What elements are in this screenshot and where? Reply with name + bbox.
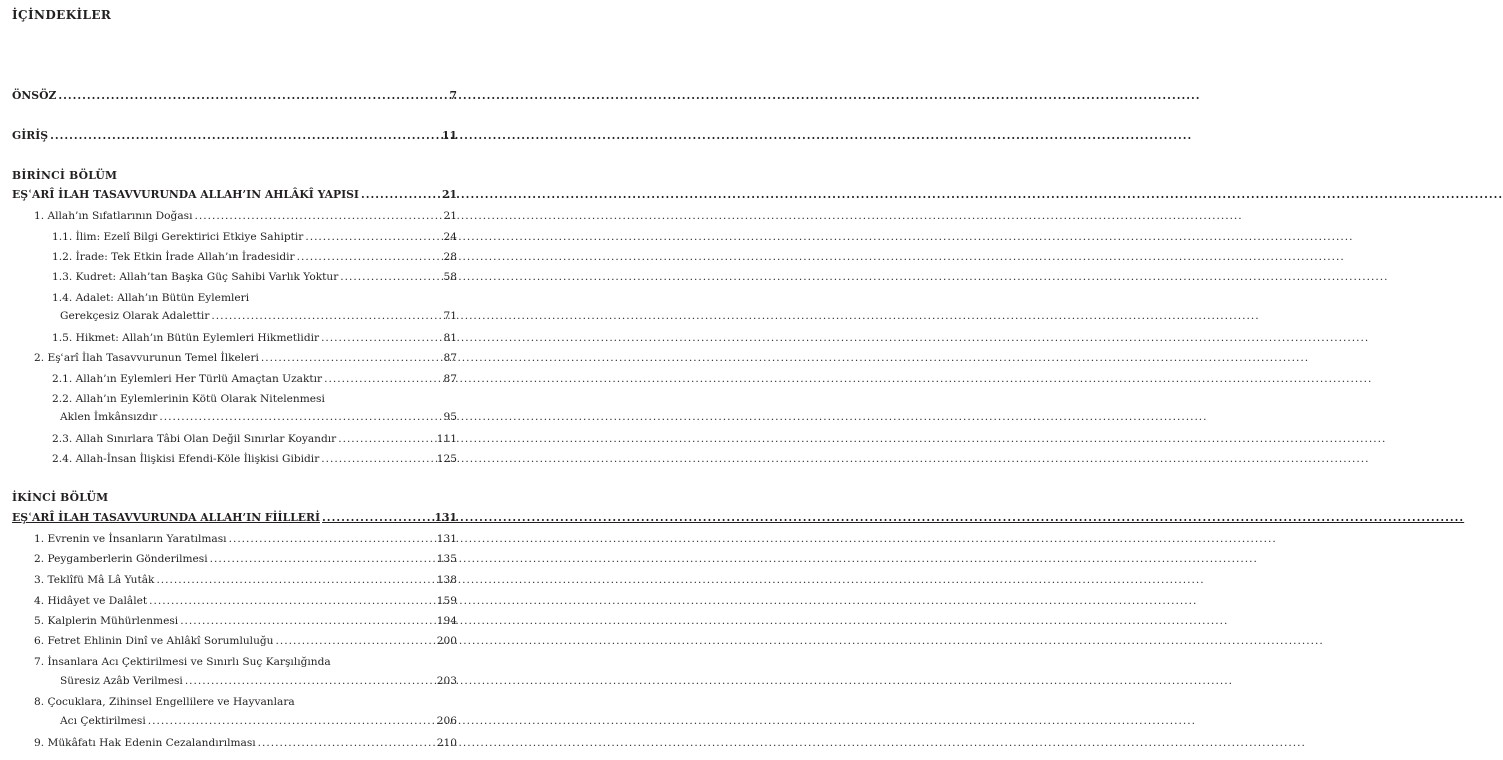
dot-leader	[297, 249, 442, 265]
toc-entry[interactable]	[34, 633, 457, 649]
entry-label: 2.4. Allah-İnsan İlişkisi Efendi-Köle İlişkisi Gibidir	[52, 453, 320, 465]
entry-label: 1. Allah’ın Sıfatlarının Doğası	[34, 210, 193, 222]
page-title: İÇİNDEKİLER	[12, 8, 112, 22]
part-heading[interactable]	[12, 187, 457, 203]
page-number: 210	[436, 737, 457, 749]
toc-entry-continuation[interactable]	[60, 308, 457, 324]
dot-leader	[321, 451, 435, 467]
dot-leader	[322, 510, 432, 526]
toc-entry-first-line[interactable]: 7. İnsanlara Acı Çektirilmesi ve Sınırlı Suç Karşılığında	[34, 656, 331, 668]
page-number: 58	[443, 271, 457, 283]
entry-label: 1. Evrenin ve İnsanların Yaratılması	[34, 533, 227, 545]
dot-leader	[321, 330, 441, 346]
dot-leader	[229, 531, 435, 547]
page-number: 131	[434, 511, 457, 524]
toc-entry[interactable]	[52, 249, 457, 265]
dot-leader	[338, 431, 435, 447]
page-number: 81	[443, 332, 457, 344]
dot-leader	[258, 735, 435, 751]
toc-entry[interactable]	[34, 613, 457, 629]
dot-leader	[261, 350, 442, 366]
dot-leader	[210, 551, 435, 567]
toc-entry-continuation[interactable]	[60, 673, 457, 689]
entry-label: 4. Hidâyet ve Dalâlet	[34, 595, 148, 607]
page-number: 111	[436, 433, 457, 445]
dot-leader	[361, 187, 440, 203]
entry-label: 2. Peygamberlerin Gönderilmesi	[34, 553, 208, 565]
page-number: 125	[436, 453, 457, 465]
toc-entry[interactable]	[34, 593, 457, 609]
part-label: İKİNCİ BÖLÜM	[12, 491, 109, 504]
toc-entry[interactable]	[52, 330, 457, 346]
page-number: 131	[436, 533, 457, 545]
page-number: 11	[441, 129, 457, 142]
toc-entry-onsoz[interactable]	[12, 88, 457, 104]
dot-leader	[159, 409, 441, 425]
entry-label: 6. Fetret Ehlinin Dinî ve Ahlâkî Sorumluluğu	[34, 635, 274, 647]
dot-leader	[180, 613, 435, 629]
page-number: 200	[436, 635, 457, 647]
dot-leader	[211, 308, 441, 324]
entry-label: ÖNSÖZ	[12, 89, 57, 102]
toc-entry-continuation[interactable]	[60, 713, 457, 729]
page-number: 24	[443, 231, 457, 243]
toc-entry[interactable]	[34, 735, 457, 751]
page-number: 194	[436, 615, 457, 627]
page-number: 21	[443, 210, 457, 222]
toc-entry-giris[interactable]	[12, 128, 457, 144]
dot-leader	[50, 128, 440, 144]
toc-entry-continuation[interactable]	[60, 409, 457, 425]
toc-entry[interactable]	[34, 531, 457, 547]
toc-entry[interactable]	[52, 451, 457, 467]
dot-leader	[156, 572, 434, 588]
entry-label: 2. Eşʿarî İlah Tasavvurunun Temel İlkeleri	[34, 352, 259, 364]
dot-leader	[340, 269, 441, 285]
entry-label: 9. Mükâfatı Hak Edenin Cezalandırılması	[34, 737, 256, 749]
page-number: 7	[449, 89, 457, 102]
dot-leader	[194, 208, 441, 224]
dot-leader	[305, 229, 441, 245]
toc-entry[interactable]	[34, 551, 457, 567]
entry-label: 1.5. Hikmet: Allah’ın Bütün Eylemleri Hikmetlidir	[52, 332, 320, 344]
entry-label: 2.1. Allah’ın Eylemleri Her Türlü Amaçtan Uzaktır	[52, 373, 323, 385]
toc-entry[interactable]	[52, 269, 457, 285]
entry-label: 1.2. İrade: Tek Etkin İrade Allah’ın İradesidir	[52, 251, 295, 263]
part-heading[interactable]	[12, 510, 457, 526]
page-number: 28	[443, 251, 457, 263]
page-number: 71	[443, 310, 457, 322]
entry-label: Aklen İmkânsızdır	[60, 411, 158, 423]
toc-entry[interactable]	[52, 431, 457, 447]
page-number: 21	[441, 188, 457, 201]
page-number: 95	[443, 411, 457, 423]
entry-label: GİRİŞ	[12, 129, 49, 142]
entry-label: 1.3. Kudret: Allah’tan Başka Güç Sahibi Varlık Yoktur	[52, 271, 339, 283]
part-heading-title: EŞʿARÎ İLAH TASAVVURUNDA ALLAH’IN FİİLLERİ	[12, 511, 321, 524]
dot-leader	[149, 593, 435, 609]
dot-leader	[324, 371, 441, 387]
dot-leader	[58, 88, 447, 104]
entry-label: 1.1. İlim: Ezelî Bilgi Gerektirici Etkiye Sahiptir	[52, 231, 304, 243]
dot-leader	[185, 673, 435, 689]
page-number: 203	[436, 675, 457, 687]
page-number: 138	[436, 574, 457, 586]
page-number: 87	[443, 352, 457, 364]
toc-entry[interactable]	[52, 371, 457, 387]
toc-entry[interactable]	[34, 572, 457, 588]
entry-label: 5. Kalplerin Mühürlenmesi	[34, 615, 179, 627]
page-number: 135	[436, 553, 457, 565]
entry-label: Süresiz Azâb Verilmesi	[60, 675, 183, 687]
page-number: 206	[436, 715, 457, 727]
toc-page	[0, 0, 471, 760]
dot-leader	[148, 713, 435, 729]
page-number: 87	[443, 373, 457, 385]
entry-label: Acı Çektirilmesi	[60, 715, 146, 727]
part-heading-title: EŞʿARÎ İLAH TASAVVURUNDA ALLAH’IN AHLÂKÎ YAPISI	[12, 188, 359, 201]
entry-label: 3. Teklîfü Mâ Lâ Yutâk	[34, 574, 155, 586]
toc-entry-first-line[interactable]: 8. Çocuklara, Zihinsel Engellilere ve Hayvanlara	[34, 696, 295, 708]
dot-leader	[276, 633, 435, 649]
toc-entry[interactable]	[34, 350, 457, 366]
part-label: BİRİNCİ BÖLÜM	[12, 169, 118, 182]
entry-label: Gerekçesiz Olarak Adalettir	[60, 310, 210, 322]
toc-entry[interactable]	[52, 229, 457, 245]
toc-entry-first-line[interactable]: 1.4. Adalet: Allah’ın Bütün Eylemleri	[52, 292, 250, 304]
toc-entry-first-line[interactable]: 2.2. Allah’ın Eylemlerinin Kötü Olarak Nitelenmesi	[52, 393, 325, 405]
entry-label: 2.3. Allah Sınırlara Tâbi Olan Değil Sınırlar Koyandır	[52, 433, 337, 445]
page-number: 159	[436, 595, 457, 607]
toc-entry[interactable]	[34, 208, 457, 224]
